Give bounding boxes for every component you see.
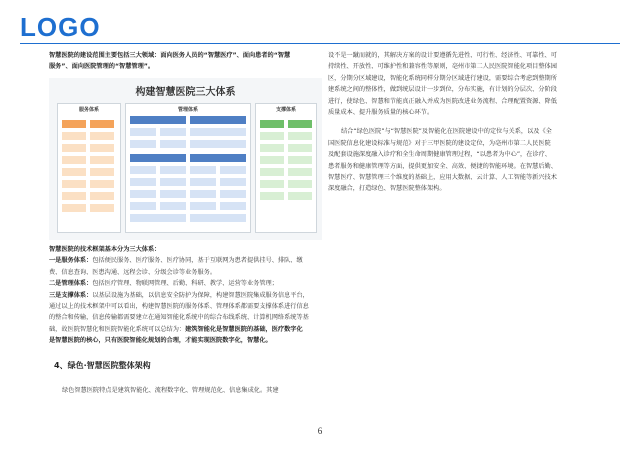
framework-item-heading: 二是管理体系： — [49, 280, 93, 288]
diagram-box — [260, 144, 284, 152]
diagram-box — [190, 154, 246, 162]
paragraph-line: 患者服务和健康管理等方面，提供更加安全、高效、便捷的智能环境。在智慧后勤、 — [328, 162, 557, 170]
framework-heading: 智慧医院的技术框架基本分为三大体系： — [49, 246, 161, 253]
diagram-box — [62, 204, 86, 212]
paragraph-line: 建系统之间的整体性，做到统层设计一步到位，分布实施，有计划的分层次、分阶段 — [328, 86, 557, 94]
diagram-box — [130, 140, 156, 148]
paragraph-line: 智慧医疗、智慧管理三个维度的基础上，应用大数据、云计算、人工智能等新兴技术 — [328, 174, 557, 182]
diagram-box — [190, 140, 246, 148]
diagram-box — [130, 128, 156, 136]
diagram-box — [160, 190, 186, 198]
framework-line — [49, 255, 322, 266]
intro-line: 智慧医院的建设范围主要包括三大领域：面向医务人员的“智慧医疗”、面向患者的“智慧 — [49, 52, 291, 59]
diagram-box — [130, 178, 156, 186]
diagram-box — [288, 156, 312, 164]
diagram-box — [220, 202, 246, 210]
right-column — [328, 50, 600, 195]
diagram-box — [260, 192, 284, 200]
diagram-box — [62, 192, 86, 200]
diagram-box — [190, 166, 216, 174]
diagram-box — [90, 144, 114, 152]
framework-item-text: 以基层设施为基础，以信息安全防护为保障，构建智慧医院集成服务信息平台， — [92, 291, 309, 299]
framework-item-text: 础，故医院智慧化和医院智能化系统可以总结为： — [49, 325, 186, 333]
diagram-box — [160, 166, 186, 174]
framework-item-text: 包括医疗管理、物联网管理、后勤、科研、教学、运营等业务管理； — [92, 280, 278, 288]
diagram-box — [288, 180, 312, 188]
diagram-box — [90, 132, 114, 140]
diagram-box — [260, 180, 284, 188]
technical-framework-text — [49, 244, 322, 347]
diagram-box — [62, 180, 86, 188]
framework-item-text: 包括便民服务、医疗服务、医疗协同，基于互联网为患者提供挂号、排队、缴 — [92, 257, 303, 265]
framework-line — [49, 290, 322, 301]
framework-line — [49, 278, 322, 289]
paragraph-spacer — [328, 118, 600, 126]
diagram-box — [260, 120, 284, 128]
header-rule — [20, 43, 620, 44]
diagram-box — [288, 192, 312, 200]
diagram-box — [130, 202, 156, 210]
diagram-box — [288, 132, 312, 140]
management-system-group — [125, 103, 251, 233]
diagram-box — [190, 178, 216, 186]
diagram-box — [130, 214, 186, 222]
framework-line: 通过以上的技术框架中可以看出，构建智慧医院的服务体系、管理体系都需要支撑体系进行信息 — [49, 303, 309, 311]
diagram-box — [220, 190, 246, 198]
paragraph-line: 进行，使绿色、智慧和节能真正融入并成为医院改进业务流程、合理配置资源、降低 — [328, 97, 557, 105]
diagram-box — [260, 132, 284, 140]
group-title: 管理体系 — [177, 107, 198, 113]
diagram-box — [288, 168, 312, 176]
framework-line — [49, 324, 322, 335]
diagram-box — [160, 202, 186, 210]
diagram-box — [90, 156, 114, 164]
diagram-box — [220, 166, 246, 174]
diagram-box — [190, 202, 216, 210]
three-systems-diagram — [49, 78, 322, 240]
diagram-box — [62, 168, 86, 176]
framework-item-heading: 三是支撑体系： — [49, 291, 93, 299]
section-paragraph — [49, 385, 322, 396]
group-title: 支撑体系 — [275, 107, 296, 113]
paragraph-line: 深度融合，打造绿色、智慧医院整体架构。 — [328, 185, 446, 193]
paragraph-line: 国医院信息化建设标准与规范》对于三甲医院的建设定位，为亳州市第二人民医院 — [328, 139, 551, 147]
paragraph-line: 及配套设施深度融入诊疗和全生命周期健康管理过程，“以患者为中心”，在诊疗、 — [328, 151, 551, 159]
diagram-box — [90, 120, 114, 128]
diagram-box — [260, 168, 284, 176]
paragraph-line: 结合“绿色医院”与“智慧医院”及智能化在医院建设中的定位与关系，以及《全 — [341, 128, 552, 136]
framework-line: 的整合和传输，信息传输都需要建立在通知智能化系统中的综合布线系统、计算机网络系统等基 — [49, 314, 309, 322]
intro-paragraph — [49, 50, 322, 73]
diagram-box — [62, 156, 86, 164]
diagram-box — [220, 178, 246, 186]
logo: LOGO — [20, 12, 101, 42]
diagram-box — [190, 214, 246, 222]
diagram-box — [160, 178, 186, 186]
paragraph-line: 区，分期分区域建设，智能化系统同样分期分区域进行建设，需要综合考虑到整期所 — [328, 74, 557, 82]
framework-conclusion: 是智慧医院的核心，只有医院智能化规划的合理，才能实现医院数字化，智慧化。 — [49, 337, 272, 345]
diagram-box — [130, 190, 156, 198]
diagram-box — [160, 128, 186, 136]
section-heading: 4、绿色·智慧医院整体架构 — [54, 361, 151, 370]
diagram-box — [288, 144, 312, 152]
intro-line: 服务”、面向医院管理的“智慧管理”。 — [49, 63, 155, 71]
diagram-box — [130, 154, 186, 162]
framework-conclusion: 建筑智能化是智慧医院的基础，医疗数字化 — [185, 325, 303, 333]
diagram-box — [130, 166, 156, 174]
diagram-box — [90, 204, 114, 212]
diagram-box — [62, 132, 86, 140]
page-number: 6 — [317, 426, 323, 436]
diagram-box — [90, 192, 114, 200]
support-system-group — [255, 103, 317, 233]
diagram-box — [90, 168, 114, 176]
diagram-box — [160, 140, 186, 148]
diagram-box — [190, 190, 216, 198]
paragraph-line: 绿色智慧医院特点是建筑智能化、流程数字化、管理规范化、信息集成化。其建 — [62, 387, 279, 394]
diagram-title: 构建智慧医院三大体系 — [135, 87, 236, 98]
paragraph-line: 设不是一蹴而就的，其解决方案的设计要遵循先进性、可行性、经济性、可靠性、可 — [328, 52, 557, 59]
diagram-box — [288, 120, 312, 128]
diagram-box — [130, 116, 186, 124]
framework-line: 费、信息查询、医患沟通、远程会诊、分级会诊等业务服务。 — [49, 268, 217, 276]
paragraph-line: 质量成本、提升服务质量的核心环节。 — [328, 109, 434, 117]
group-title: 服务体系 — [78, 107, 99, 113]
diagram-box — [62, 144, 86, 152]
service-system-group — [57, 103, 121, 233]
diagram-box — [190, 116, 246, 124]
diagram-box — [260, 156, 284, 164]
framework-item-heading: 一是服务体系： — [49, 257, 93, 265]
diagram-box — [90, 180, 114, 188]
diagram-box — [190, 128, 246, 136]
diagram-box — [62, 120, 86, 128]
paragraph-line: 持续性、开放性、可维护性和兼容性等原则，亳州市第二人民医院智能化项目整体园 — [328, 63, 557, 71]
